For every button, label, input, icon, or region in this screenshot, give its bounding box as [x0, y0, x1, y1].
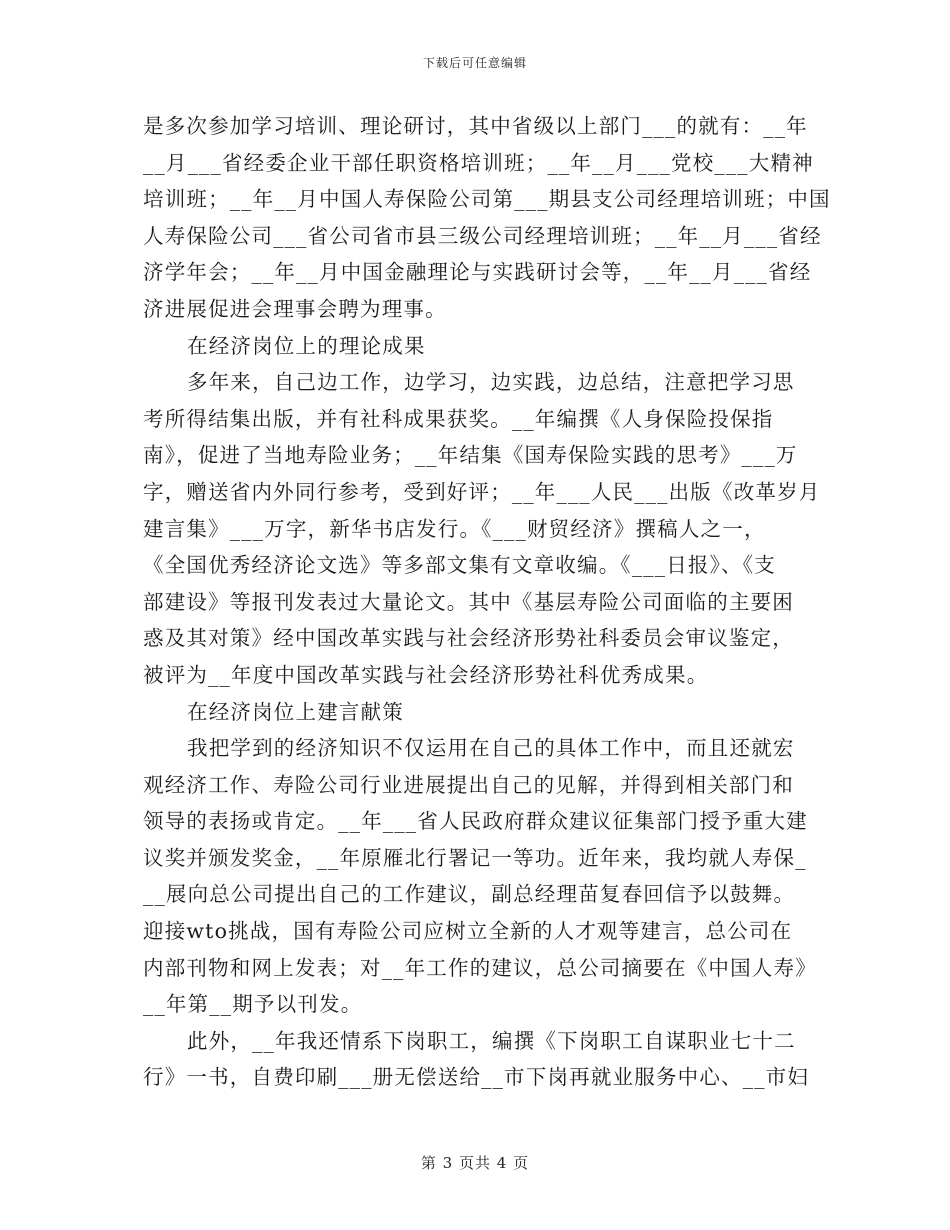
paragraph-line: __年第__期予以刊发。 [143, 992, 363, 1017]
paragraph-line: __展向总公司提出自己的工作建议，副总经理苗复春回信予以鼓舞。 [143, 882, 796, 907]
paragraph-line: 我把学到的经济知识不仅运用在自己的具体工作中，而且还就宏 [187, 736, 795, 761]
section-heading: 在经济岗位上建言献策 [187, 699, 404, 724]
paragraph-line: 被评为__年度中国改革实践与社会经济形势社科优秀成果。 [143, 662, 709, 687]
section-heading: 在经济岗位上的理论成果 [187, 333, 426, 358]
paragraph-line: 济进展促进会理事会聘为理事。 [143, 296, 447, 321]
document-body [143, 108, 831, 1096]
paragraph-line: __月___省经委企业干部任职资格培训班；__年__月___党校___大精神 [143, 150, 814, 175]
paragraph-line: 内部刊物和网上发表；对__年工作的建议，总公司摘要在《中国人寿》 [143, 955, 817, 980]
header-note: 下载后可任意编辑 [422, 56, 527, 70]
paragraph-line: 议奖并颁发奖金，__年原雁北行署记一等功。近年来，我均就人寿保_ [143, 845, 807, 870]
paragraph-line: 人寿保险公司___省公司省市县三级公司经理培训班；__年__月___省经 [143, 223, 822, 248]
paragraph-line: 是多次参加学习培训、理论研讨，其中省级以上部门___的就有：__年 [143, 114, 808, 138]
paragraph-line: 迎接wto挑战，国有寿险公司应树立全新的人才观等建言，总公司在 [143, 919, 793, 944]
paragraph-line: 多年来，自己边工作，边学习，边实践，边总结，注意把学习思 [187, 370, 795, 395]
paragraph-line: 培训班；__年__月中国人寿保险公司第___期县支公司经理培训班；中国 [143, 187, 831, 212]
paragraph-line: 观经济工作、寿险公司行业进展提出自己的见解，并得到相关部门和 [143, 772, 794, 797]
paragraph-line: 部建设》等报刊发表过大量论文。其中《基层寿险公司面临的主要困 [143, 589, 794, 614]
page-number: 第 3 页共 4 页 [420, 1154, 530, 1172]
paragraph-line: 建言集》___万字，新华书店发行。《___财贸经济》撰稿人之一， [143, 516, 766, 541]
paragraph-line: 此外，__年我还情系下岗职工，编撰《下岗职工自谋职业七十二 [187, 1028, 796, 1053]
paragraph-line: 字，赠送省内外同行参考，受到好评；__年___人民___出版《改革岁月 [143, 479, 821, 504]
paragraph-line: 南》，促进了当地寿险业务；__年结集《国寿保险实践的思考》___万 [143, 443, 798, 468]
paragraph-line: 《全国优秀经济论文选》等多部文集有文章收编。《___日报》、《支 [143, 553, 776, 578]
paragraph-line: 济学年会；__年__月中国金融理论与实践研讨会等，__年__月___省经 [143, 260, 812, 285]
paragraph-line: 考所得结集出版，并有社科成果获奖。__年编撰《人身保险投保指 [143, 406, 774, 431]
paragraph-line: 行》一书，自费印刷___册无偿送给__市下岗再就业服务中心、__市妇 [143, 1065, 810, 1090]
paragraph-line: 领导的表扬或肯定。__年___省人民政府群众建议征集部门授予重大建 [143, 809, 808, 834]
paragraph-line: 惑及其对策》经中国改革实践与社会经济形势社科委员会审议鉴定， [143, 626, 794, 651]
